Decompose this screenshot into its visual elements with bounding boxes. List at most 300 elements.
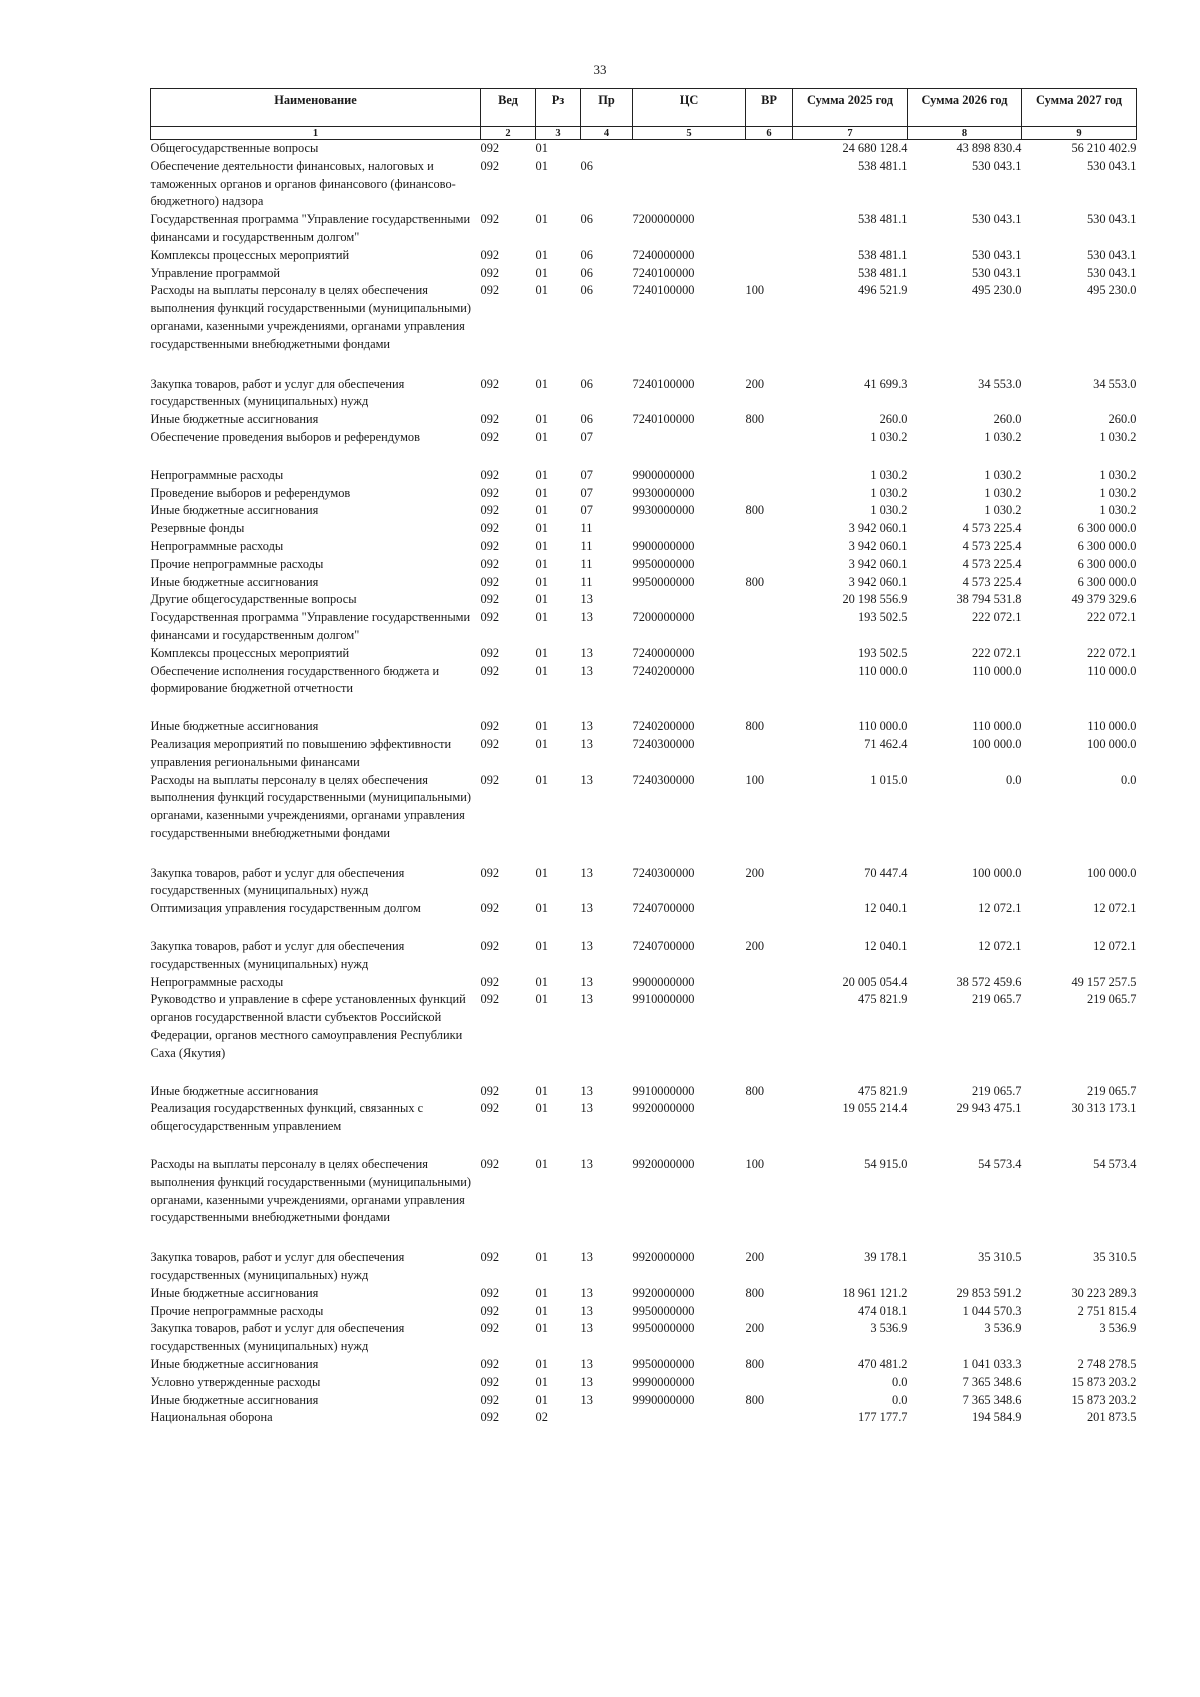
row-name: Закупка товаров, работ и услуг для обеспечения государственных (муниципальных) нужд	[150, 376, 405, 409]
row-sum-2026: 530 043.1	[971, 265, 1022, 280]
row-ved: 092	[480, 1303, 500, 1318]
row-cs: 9930000000	[632, 485, 695, 500]
row-cs	[633, 591, 746, 609]
row-sum-2027: 30 313 173.1	[1071, 1101, 1137, 1116]
table-row	[151, 265, 1137, 283]
header-sum-2027: Сумма 2027 год	[1022, 89, 1137, 127]
row-sum-2026: 100 000.0	[971, 736, 1022, 751]
row-pr: 13	[580, 865, 593, 880]
row-sum-2025: 260.0	[879, 412, 908, 427]
row-sum-2026: 29 853 591.2	[956, 1285, 1022, 1300]
row-cs: 7240300000	[632, 772, 695, 787]
row-pr: 06	[580, 212, 593, 227]
row-ved: 092	[480, 592, 500, 607]
row-ved: 092	[480, 521, 500, 536]
row-pr: 13	[580, 1157, 593, 1172]
row-cs: 7240300000	[632, 865, 695, 880]
row-vr	[746, 1374, 793, 1392]
row-rz: 01	[535, 772, 548, 787]
row-sum-2026: 4 573 225.4	[962, 574, 1022, 589]
column-number: 3	[536, 127, 581, 140]
table-row	[151, 772, 1137, 865]
row-ved: 092	[480, 212, 500, 227]
row-ved: 092	[480, 429, 500, 444]
row-name: Непрограммные расходы	[150, 467, 284, 482]
row-pr: 13	[580, 1357, 593, 1372]
row-rz: 01	[535, 574, 548, 589]
row-sum-2027: 6 300 000.0	[1077, 521, 1137, 536]
header-rz: Рз	[536, 89, 581, 127]
row-pr: 07	[580, 485, 593, 500]
row-pr	[581, 1409, 633, 1427]
row-vr: 800	[745, 1357, 765, 1372]
row-sum-2027: 0.0	[1121, 772, 1137, 787]
row-sum-2025: 538 481.1	[857, 247, 908, 262]
row-ved: 092	[480, 1101, 500, 1116]
table-row	[151, 1083, 1137, 1101]
row-cs	[633, 429, 746, 467]
table-row	[151, 411, 1137, 429]
row-sum-2026: 110 000.0	[972, 719, 1022, 734]
row-pr: 13	[580, 992, 593, 1007]
row-sum-2026: 530 043.1	[971, 212, 1022, 227]
row-ved: 092	[480, 610, 500, 625]
column-number: 2	[481, 127, 536, 140]
row-cs: 9910000000	[632, 992, 695, 1007]
row-cs: 7240700000	[632, 939, 695, 954]
table-row	[151, 574, 1137, 592]
table-row	[151, 736, 1137, 772]
row-rz: 01	[535, 1285, 548, 1300]
row-sum-2026: 12 072.1	[978, 901, 1022, 916]
row-name: Управление программой	[150, 265, 281, 280]
row-vr	[746, 900, 793, 938]
row-sum-2025: 1 030.2	[870, 429, 908, 444]
table-row	[151, 158, 1137, 211]
row-sum-2025: 475 821.9	[857, 1083, 908, 1098]
table-row	[151, 282, 1137, 375]
table-row	[151, 485, 1137, 503]
row-cs	[633, 140, 746, 158]
row-name: Реализация государственных функций, связанных с общегосударственным управлением	[150, 1101, 424, 1134]
row-cs	[633, 520, 746, 538]
row-sum-2025: 538 481.1	[857, 212, 908, 227]
row-name: Обеспечение проведения выборов и референдумов	[150, 429, 420, 444]
row-vr	[746, 211, 793, 247]
row-sum-2027: 222 072.1	[1086, 645, 1137, 660]
row-pr: 13	[580, 592, 593, 607]
column-number: 1	[151, 127, 481, 140]
row-sum-2026: 29 943 475.1	[956, 1101, 1022, 1116]
row-rz: 01	[535, 736, 548, 751]
row-sum-2027: 15 873 203.2	[1071, 1374, 1137, 1389]
header-row	[151, 89, 1137, 127]
row-sum-2027: 530 043.1	[1086, 265, 1137, 280]
row-sum-2027: 100 000.0	[1086, 736, 1137, 751]
row-ved: 092	[480, 538, 500, 553]
row-rz: 01	[535, 212, 548, 227]
row-ved: 092	[480, 939, 500, 954]
row-name: Закупка товаров, работ и услуг для обеспечения государственных (муниципальных) нужд	[150, 1321, 405, 1354]
row-sum-2025: 20 198 556.9	[842, 592, 908, 607]
row-cs: 9950000000	[632, 1357, 695, 1372]
row-vr	[746, 429, 793, 467]
row-sum-2027: 54 573.4	[1093, 1157, 1137, 1172]
row-cs: 9950000000	[632, 1303, 695, 1318]
row-pr: 13	[580, 1083, 593, 1098]
row-sum-2025: 24 680 128.4	[842, 141, 908, 155]
row-sum-2026: 3 536.9	[984, 1321, 1022, 1336]
row-vr	[746, 1303, 793, 1321]
row-name: Иные бюджетные ассигнования	[150, 412, 319, 427]
table-row	[151, 663, 1137, 719]
row-vr	[746, 736, 793, 772]
row-sum-2026: 1 030.2	[984, 503, 1022, 518]
table-row	[151, 1320, 1137, 1356]
row-sum-2025: 39 178.1	[864, 1250, 908, 1265]
row-rz: 01	[535, 645, 548, 660]
row-cs: 9910000000	[632, 1083, 695, 1098]
row-rz: 01	[535, 265, 548, 280]
row-sum-2025: 12 040.1	[864, 939, 908, 954]
row-sum-2027: 1 030.2	[1099, 485, 1137, 500]
row-cs: 7240100000	[632, 283, 695, 298]
column-number: 7	[793, 127, 908, 140]
row-vr	[746, 467, 793, 485]
row-rz: 01	[535, 974, 548, 989]
table-row	[151, 1156, 1137, 1249]
row-pr: 07	[580, 503, 593, 518]
column-number: 6	[746, 127, 793, 140]
row-sum-2025: 538 481.1	[857, 265, 908, 280]
row-rz: 01	[535, 1321, 548, 1336]
row-sum-2027: 2 748 278.5	[1077, 1357, 1137, 1372]
row-name: Иные бюджетные ассигнования	[150, 1357, 319, 1372]
row-rz: 01	[535, 429, 548, 444]
row-sum-2027: 530 043.1	[1086, 247, 1137, 262]
row-pr: 13	[580, 645, 593, 660]
row-pr: 11	[580, 538, 593, 553]
row-ved: 092	[480, 663, 500, 678]
row-pr: 07	[580, 467, 593, 482]
row-name: Проведение выборов и референдумов	[150, 485, 351, 500]
header-vr: ВР	[746, 89, 793, 127]
row-sum-2025: 470 481.2	[857, 1357, 908, 1372]
row-sum-2027: 49 157 257.5	[1071, 974, 1137, 989]
row-ved: 092	[480, 376, 500, 391]
table-row	[151, 1100, 1137, 1156]
header-sum-2025: Сумма 2025 год	[793, 89, 908, 127]
row-sum-2027: 6 300 000.0	[1077, 556, 1137, 571]
row-ved: 092	[480, 719, 500, 734]
row-sum-2026: 194 584.9	[971, 1410, 1022, 1425]
row-rz: 01	[535, 158, 548, 173]
row-sum-2026: 43 898 830.4	[956, 141, 1022, 155]
row-rz: 01	[535, 412, 548, 427]
table-row	[151, 467, 1137, 485]
row-sum-2025: 496 521.9	[857, 283, 908, 298]
row-sum-2025: 177 177.7	[857, 1410, 908, 1425]
row-vr	[746, 991, 793, 1082]
row-sum-2026: 38 794 531.8	[956, 592, 1022, 607]
row-sum-2026: 35 310.5	[978, 1250, 1022, 1265]
column-number: 4	[581, 127, 633, 140]
row-ved: 092	[480, 1392, 500, 1407]
row-rz: 01	[535, 1303, 548, 1318]
row-ved: 092	[480, 772, 500, 787]
row-rz: 01	[535, 1392, 548, 1407]
row-pr: 11	[580, 521, 593, 536]
table-row	[151, 140, 1137, 158]
row-cs: 9900000000	[632, 974, 695, 989]
row-pr: 13	[580, 974, 593, 989]
row-rz: 01	[535, 663, 548, 678]
row-pr: 06	[580, 376, 593, 391]
row-name: Закупка товаров, работ и услуг для обеспечения государственных (муниципальных) нужд	[150, 939, 405, 971]
row-rz: 01	[535, 521, 548, 536]
row-cs: 7240200000	[632, 719, 695, 734]
row-ved: 092	[480, 992, 500, 1007]
row-vr	[746, 591, 793, 609]
row-ved: 092	[480, 574, 500, 589]
row-rz: 01	[535, 1101, 548, 1116]
row-name: Комплексы процессных мероприятий	[150, 247, 350, 262]
row-sum-2025: 71 462.4	[864, 736, 908, 751]
row-pr: 13	[580, 663, 593, 678]
row-name: Непрограммные расходы	[150, 538, 284, 553]
table-row	[151, 645, 1137, 663]
row-cs: 7240700000	[632, 901, 695, 916]
row-cs	[633, 1409, 746, 1427]
row-rz: 01	[535, 901, 548, 916]
row-sum-2027: 3 536.9	[1099, 1321, 1137, 1336]
row-sum-2026: 7 365 348.6	[962, 1374, 1022, 1389]
row-pr: 13	[580, 1303, 593, 1318]
table-row	[151, 429, 1137, 467]
table-row	[151, 556, 1137, 574]
row-sum-2027: 1 030.2	[1099, 467, 1137, 482]
column-number: 9	[1022, 127, 1137, 140]
row-sum-2027: 1 030.2	[1099, 429, 1137, 444]
row-name: Прочие непрограммные расходы	[150, 1303, 324, 1318]
table-row	[151, 609, 1137, 645]
row-sum-2027: 56 210 402.9	[1071, 141, 1137, 155]
row-sum-2026: 4 573 225.4	[962, 556, 1022, 571]
table-row	[151, 502, 1137, 520]
row-rz: 02	[535, 1410, 548, 1425]
table-row	[151, 376, 1137, 412]
row-ved: 092	[480, 247, 500, 262]
row-vr: 100	[745, 772, 765, 787]
column-number: 5	[633, 127, 746, 140]
row-pr: 13	[580, 1392, 593, 1407]
row-sum-2027: 100 000.0	[1086, 865, 1137, 880]
row-sum-2025: 0.0	[892, 1392, 908, 1407]
row-vr: 800	[745, 719, 765, 734]
row-sum-2027: 6 300 000.0	[1077, 574, 1137, 589]
row-sum-2026: 495 230.0	[971, 283, 1022, 298]
row-pr: 06	[580, 283, 593, 298]
row-name: Руководство и управление в сфере установленных функций органов государственной власти субъектов Российской Федерации, органов местного самоуправления Республики Саха (Якутия)	[150, 992, 466, 1060]
row-ved: 092	[480, 1250, 500, 1265]
row-sum-2026: 260.0	[993, 412, 1022, 427]
table-row	[151, 1374, 1137, 1392]
row-cs: 7240100000	[632, 376, 695, 391]
row-sum-2027: 6 300 000.0	[1077, 538, 1137, 553]
row-sum-2026: 38 572 459.6	[956, 974, 1022, 989]
row-sum-2027: 110 000.0	[1087, 719, 1137, 734]
row-sum-2025: 193 502.5	[857, 610, 908, 625]
row-sum-2025: 3 942 060.1	[848, 538, 908, 553]
row-vr: 100	[745, 1157, 765, 1172]
row-cs: 9990000000	[632, 1374, 695, 1389]
row-rz: 01	[535, 376, 548, 391]
row-ved: 092	[480, 974, 500, 989]
row-sum-2026: 530 043.1	[971, 247, 1022, 262]
row-ved: 092	[480, 645, 500, 660]
row-sum-2025: 1 015.0	[870, 772, 908, 787]
row-pr: 13	[580, 719, 593, 734]
row-sum-2026: 100 000.0	[971, 865, 1022, 880]
row-rz: 01	[535, 939, 548, 954]
table-row	[151, 718, 1137, 736]
row-sum-2026: 4 573 225.4	[962, 538, 1022, 553]
row-sum-2027: 530 043.1	[1086, 158, 1137, 173]
row-name: Иные бюджетные ассигнования	[150, 503, 319, 518]
row-rz: 01	[535, 503, 548, 518]
table-row	[151, 538, 1137, 556]
column-number-row	[151, 127, 1137, 140]
row-sum-2025: 3 942 060.1	[848, 521, 908, 536]
row-sum-2027: 12 072.1	[1093, 939, 1137, 954]
header-name: Наименование	[151, 89, 481, 127]
budget-table	[150, 88, 1137, 1427]
table-row	[151, 520, 1137, 538]
row-sum-2025: 19 055 214.4	[842, 1101, 908, 1116]
row-sum-2026: 110 000.0	[972, 663, 1022, 678]
row-sum-2025: 110 000.0	[858, 663, 908, 678]
table-row	[151, 1285, 1137, 1303]
row-cs: 9920000000	[632, 1250, 695, 1265]
row-name: Прочие непрограммные расходы	[150, 556, 324, 571]
page-number: 33	[593, 62, 607, 77]
row-sum-2026: 12 072.1	[978, 939, 1022, 954]
row-vr: 800	[745, 412, 765, 427]
row-name: Государственная программа "Управление государственными финансами и государственным долгом"	[150, 610, 471, 642]
table-row	[151, 247, 1137, 265]
row-sum-2026: 1 030.2	[984, 467, 1022, 482]
row-sum-2026: 222 072.1	[971, 610, 1022, 625]
row-ved: 092	[480, 503, 500, 518]
row-vr	[746, 556, 793, 574]
row-sum-2025: 70 447.4	[864, 865, 908, 880]
row-rz: 01	[535, 485, 548, 500]
header-cs: ЦС	[633, 89, 746, 127]
row-rz: 01	[535, 467, 548, 482]
table-row	[151, 1249, 1137, 1285]
row-vr: 800	[745, 574, 765, 589]
row-vr	[746, 974, 793, 992]
row-rz: 01	[535, 1357, 548, 1372]
table-row	[151, 991, 1137, 1082]
row-ved: 092	[480, 1321, 500, 1336]
row-pr: 06	[580, 158, 593, 173]
row-sum-2025: 3 942 060.1	[848, 574, 908, 589]
row-vr	[746, 609, 793, 645]
row-pr: 07	[580, 429, 593, 444]
row-cs: 9920000000	[632, 1101, 695, 1116]
row-rz: 01	[535, 283, 548, 298]
row-sum-2025: 12 040.1	[864, 901, 908, 916]
row-ved: 092	[480, 865, 500, 880]
table-row	[151, 900, 1137, 938]
row-name: Расходы на выплаты персоналу в целях обеспечения выполнения функций государственными (муниципальными) органами, казенными учреждениями, органами управления государственными внебюджетными фондами	[150, 1157, 471, 1225]
row-pr: 06	[580, 412, 593, 427]
row-ved: 092	[480, 485, 500, 500]
row-sum-2027: 30 223 289.3	[1071, 1285, 1137, 1300]
row-vr	[746, 520, 793, 538]
row-pr: 13	[580, 1101, 593, 1116]
table-row	[151, 1303, 1137, 1321]
row-ved: 092	[480, 1357, 500, 1372]
row-vr	[746, 663, 793, 719]
row-name: Государственная программа "Управление государственными финансами и государственным долгом"	[150, 212, 471, 244]
row-rz: 01	[535, 556, 548, 571]
row-sum-2027: 34 553.0	[1093, 376, 1137, 391]
row-pr: 13	[580, 901, 593, 916]
row-sum-2026: 1 030.2	[984, 485, 1022, 500]
row-pr	[581, 140, 633, 158]
row-name: Оптимизация управления государственным долгом	[150, 901, 421, 916]
row-sum-2027: 219 065.7	[1086, 1083, 1137, 1098]
row-ved: 092	[480, 1285, 500, 1300]
row-pr: 13	[580, 1285, 593, 1300]
row-pr: 06	[580, 247, 593, 262]
row-pr: 11	[580, 574, 593, 589]
table-row	[151, 1392, 1137, 1410]
row-cs: 9920000000	[632, 1157, 695, 1172]
row-cs: 7240100000	[632, 265, 695, 280]
row-vr	[746, 247, 793, 265]
row-cs: 9900000000	[632, 538, 695, 553]
row-vr: 800	[745, 1083, 765, 1098]
row-sum-2025: 1 030.2	[870, 485, 908, 500]
row-sum-2026: 530 043.1	[971, 158, 1022, 173]
header-ved: Вед	[481, 89, 536, 127]
row-sum-2025: 20 005 054.4	[842, 974, 908, 989]
row-rz: 01	[535, 1374, 548, 1389]
row-vr	[746, 265, 793, 283]
row-cs: 9950000000	[632, 556, 695, 571]
row-vr: 200	[745, 1321, 765, 1336]
row-cs: 7240100000	[632, 412, 695, 427]
row-name: Расходы на выплаты персоналу в целях обеспечения выполнения функций государственными (муниципальными) органами, казенными учреждениями, органами управления государственными внебюджетными фондами	[150, 772, 471, 840]
row-cs: 7200000000	[632, 610, 695, 625]
row-vr: 200	[745, 939, 765, 954]
row-sum-2025: 538 481.1	[857, 158, 908, 173]
row-ved: 092	[480, 1374, 500, 1389]
row-vr	[746, 158, 793, 211]
row-ved: 092	[480, 1157, 500, 1172]
row-sum-2026: 4 573 225.4	[962, 521, 1022, 536]
row-sum-2027: 222 072.1	[1086, 610, 1137, 625]
row-pr: 13	[580, 1250, 593, 1265]
table-row	[151, 938, 1137, 974]
row-sum-2025: 193 502.5	[857, 645, 908, 660]
row-ved: 092	[480, 283, 500, 298]
table-row	[151, 865, 1137, 901]
row-vr	[746, 1409, 793, 1427]
